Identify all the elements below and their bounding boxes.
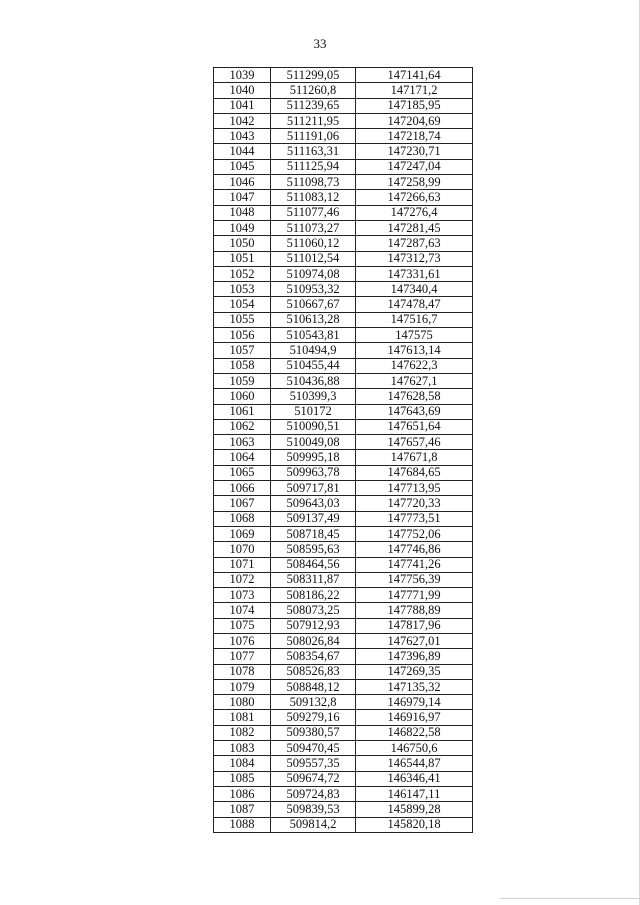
point-number-cell: 1053 bbox=[214, 282, 271, 297]
y-coordinate-cell: 146916,97 bbox=[356, 710, 473, 725]
x-coordinate-cell: 510613,28 bbox=[271, 312, 356, 327]
x-coordinate-cell: 510049,08 bbox=[271, 435, 356, 450]
point-number-cell: 1085 bbox=[214, 771, 271, 786]
table-row bbox=[214, 144, 473, 159]
y-coordinate-cell: 147773,51 bbox=[356, 511, 473, 526]
table-row bbox=[214, 786, 473, 801]
x-coordinate-cell: 509724,83 bbox=[271, 786, 356, 801]
table-row bbox=[214, 511, 473, 526]
x-coordinate-cell: 508354,67 bbox=[271, 649, 356, 664]
point-number-cell: 1080 bbox=[214, 695, 271, 710]
x-coordinate-cell: 508718,45 bbox=[271, 526, 356, 541]
y-coordinate-cell: 147135,32 bbox=[356, 679, 473, 694]
y-coordinate-cell: 145899,28 bbox=[356, 802, 473, 817]
y-coordinate-cell: 146822,58 bbox=[356, 725, 473, 740]
point-number-cell: 1068 bbox=[214, 511, 271, 526]
x-coordinate-cell: 510455,44 bbox=[271, 358, 356, 373]
x-coordinate-cell: 509380,57 bbox=[271, 725, 356, 740]
table-row bbox=[214, 725, 473, 740]
x-coordinate-cell: 511260,8 bbox=[271, 83, 356, 98]
x-coordinate-cell: 508073,25 bbox=[271, 603, 356, 618]
point-number-cell: 1039 bbox=[214, 68, 271, 83]
x-coordinate-cell: 508595,63 bbox=[271, 542, 356, 557]
point-number-cell: 1051 bbox=[214, 251, 271, 266]
x-coordinate-cell: 511239,65 bbox=[271, 98, 356, 113]
x-coordinate-cell: 511060,12 bbox=[271, 236, 356, 251]
x-coordinate-cell: 511083,12 bbox=[271, 190, 356, 205]
x-coordinate-cell: 510543,81 bbox=[271, 328, 356, 343]
point-number-cell: 1077 bbox=[214, 649, 271, 664]
y-coordinate-cell: 147788,89 bbox=[356, 603, 473, 618]
point-number-cell: 1044 bbox=[214, 144, 271, 159]
table-row bbox=[214, 817, 473, 832]
x-coordinate-cell: 510172 bbox=[271, 404, 356, 419]
y-coordinate-cell: 146750,6 bbox=[356, 741, 473, 756]
x-coordinate-cell: 510436,88 bbox=[271, 373, 356, 388]
point-number-cell: 1074 bbox=[214, 603, 271, 618]
table-row bbox=[214, 404, 473, 419]
x-coordinate-cell: 509132,8 bbox=[271, 695, 356, 710]
y-coordinate-cell: 147575 bbox=[356, 328, 473, 343]
table-row bbox=[214, 175, 473, 190]
y-coordinate-cell: 147185,95 bbox=[356, 98, 473, 113]
scan-bottom-mark bbox=[500, 898, 640, 899]
x-coordinate-cell: 509963,78 bbox=[271, 465, 356, 480]
point-number-cell: 1046 bbox=[214, 175, 271, 190]
table-row bbox=[214, 389, 473, 404]
y-coordinate-cell: 147720,33 bbox=[356, 496, 473, 511]
table-row bbox=[214, 343, 473, 358]
point-number-cell: 1072 bbox=[214, 572, 271, 587]
table-row bbox=[214, 113, 473, 128]
x-coordinate-cell: 509470,45 bbox=[271, 741, 356, 756]
x-coordinate-cell: 510667,67 bbox=[271, 297, 356, 312]
y-coordinate-cell: 147756,39 bbox=[356, 572, 473, 587]
table-row bbox=[214, 756, 473, 771]
y-coordinate-cell: 147340,4 bbox=[356, 282, 473, 297]
table-row bbox=[214, 435, 473, 450]
point-number-cell: 1084 bbox=[214, 756, 271, 771]
y-coordinate-cell: 147218,74 bbox=[356, 129, 473, 144]
point-number-cell: 1083 bbox=[214, 741, 271, 756]
point-number-cell: 1057 bbox=[214, 343, 271, 358]
point-number-cell: 1081 bbox=[214, 710, 271, 725]
table-row bbox=[214, 588, 473, 603]
x-coordinate-cell: 508526,83 bbox=[271, 664, 356, 679]
y-coordinate-cell: 147276,4 bbox=[356, 205, 473, 220]
point-number-cell: 1048 bbox=[214, 205, 271, 220]
y-coordinate-cell: 147817,96 bbox=[356, 618, 473, 633]
table-row bbox=[214, 572, 473, 587]
table-row bbox=[214, 741, 473, 756]
x-coordinate-cell: 511211,95 bbox=[271, 113, 356, 128]
point-number-cell: 1045 bbox=[214, 159, 271, 174]
y-coordinate-cell: 147671,8 bbox=[356, 450, 473, 465]
x-coordinate-cell: 511098,73 bbox=[271, 175, 356, 190]
x-coordinate-cell: 509839,53 bbox=[271, 802, 356, 817]
table-row bbox=[214, 618, 473, 633]
y-coordinate-cell: 147657,46 bbox=[356, 435, 473, 450]
point-number-cell: 1042 bbox=[214, 113, 271, 128]
y-coordinate-cell: 147171,2 bbox=[356, 83, 473, 98]
point-number-cell: 1075 bbox=[214, 618, 271, 633]
table-row bbox=[214, 98, 473, 113]
table-row bbox=[214, 542, 473, 557]
x-coordinate-cell: 511125,94 bbox=[271, 159, 356, 174]
y-coordinate-cell: 146147,11 bbox=[356, 786, 473, 801]
point-number-cell: 1055 bbox=[214, 312, 271, 327]
x-coordinate-cell: 509814,2 bbox=[271, 817, 356, 832]
point-number-cell: 1052 bbox=[214, 266, 271, 281]
point-number-cell: 1049 bbox=[214, 220, 271, 235]
x-coordinate-cell: 510090,51 bbox=[271, 419, 356, 434]
point-number-cell: 1047 bbox=[214, 190, 271, 205]
y-coordinate-cell: 147287,63 bbox=[356, 236, 473, 251]
table-row bbox=[214, 251, 473, 266]
table-row bbox=[214, 159, 473, 174]
y-coordinate-cell: 147204,69 bbox=[356, 113, 473, 128]
y-coordinate-cell: 146979,14 bbox=[356, 695, 473, 710]
table-row bbox=[214, 633, 473, 648]
table-row bbox=[214, 328, 473, 343]
coordinates-table-body bbox=[214, 68, 473, 833]
point-number-cell: 1060 bbox=[214, 389, 271, 404]
page-number: 33 bbox=[313, 36, 327, 51]
y-coordinate-cell: 147741,26 bbox=[356, 557, 473, 572]
point-number-cell: 1065 bbox=[214, 465, 271, 480]
table-row bbox=[214, 603, 473, 618]
table-row bbox=[214, 649, 473, 664]
x-coordinate-cell: 510974,08 bbox=[271, 266, 356, 281]
point-number-cell: 1087 bbox=[214, 802, 271, 817]
y-coordinate-cell: 147752,06 bbox=[356, 526, 473, 541]
table-row bbox=[214, 83, 473, 98]
point-number-cell: 1062 bbox=[214, 419, 271, 434]
coordinates-table bbox=[213, 67, 473, 833]
y-coordinate-cell: 147651,64 bbox=[356, 419, 473, 434]
y-coordinate-cell: 147713,95 bbox=[356, 481, 473, 496]
y-coordinate-cell: 147281,45 bbox=[356, 220, 473, 235]
x-coordinate-cell: 510953,32 bbox=[271, 282, 356, 297]
table-row bbox=[214, 68, 473, 83]
point-number-cell: 1069 bbox=[214, 526, 271, 541]
table-row bbox=[214, 771, 473, 786]
point-number-cell: 1058 bbox=[214, 358, 271, 373]
y-coordinate-cell: 146346,41 bbox=[356, 771, 473, 786]
x-coordinate-cell: 508186,22 bbox=[271, 588, 356, 603]
y-coordinate-cell: 147478,47 bbox=[356, 297, 473, 312]
table-row bbox=[214, 190, 473, 205]
point-number-cell: 1082 bbox=[214, 725, 271, 740]
table-row bbox=[214, 557, 473, 572]
table-row bbox=[214, 695, 473, 710]
point-number-cell: 1059 bbox=[214, 373, 271, 388]
table-row bbox=[214, 710, 473, 725]
table-row bbox=[214, 266, 473, 281]
table-row bbox=[214, 679, 473, 694]
x-coordinate-cell: 509674,72 bbox=[271, 771, 356, 786]
point-number-cell: 1043 bbox=[214, 129, 271, 144]
table-row bbox=[214, 419, 473, 434]
x-coordinate-cell: 508311,87 bbox=[271, 572, 356, 587]
point-number-cell: 1079 bbox=[214, 679, 271, 694]
x-coordinate-cell: 509137,49 bbox=[271, 511, 356, 526]
point-number-cell: 1063 bbox=[214, 435, 271, 450]
y-coordinate-cell: 147141,64 bbox=[356, 68, 473, 83]
point-number-cell: 1066 bbox=[214, 481, 271, 496]
y-coordinate-cell: 147613,14 bbox=[356, 343, 473, 358]
point-number-cell: 1071 bbox=[214, 557, 271, 572]
point-number-cell: 1088 bbox=[214, 817, 271, 832]
point-number-cell: 1086 bbox=[214, 786, 271, 801]
table-row bbox=[214, 129, 473, 144]
y-coordinate-cell: 147746,86 bbox=[356, 542, 473, 557]
x-coordinate-cell: 511163,31 bbox=[271, 144, 356, 159]
y-coordinate-cell: 147269,35 bbox=[356, 664, 473, 679]
table-row bbox=[214, 526, 473, 541]
y-coordinate-cell: 147627,1 bbox=[356, 373, 473, 388]
x-coordinate-cell: 509279,16 bbox=[271, 710, 356, 725]
table-row bbox=[214, 205, 473, 220]
y-coordinate-cell: 147771,99 bbox=[356, 588, 473, 603]
x-coordinate-cell: 510399,3 bbox=[271, 389, 356, 404]
point-number-cell: 1050 bbox=[214, 236, 271, 251]
y-coordinate-cell: 147516,7 bbox=[356, 312, 473, 327]
x-coordinate-cell: 509717,81 bbox=[271, 481, 356, 496]
y-coordinate-cell: 147643,69 bbox=[356, 404, 473, 419]
table-row bbox=[214, 802, 473, 817]
table-row bbox=[214, 496, 473, 511]
point-number-cell: 1061 bbox=[214, 404, 271, 419]
point-number-cell: 1067 bbox=[214, 496, 271, 511]
point-number-cell: 1041 bbox=[214, 98, 271, 113]
table-row bbox=[214, 312, 473, 327]
x-coordinate-cell: 508464,56 bbox=[271, 557, 356, 572]
y-coordinate-cell: 146544,87 bbox=[356, 756, 473, 771]
point-number-cell: 1078 bbox=[214, 664, 271, 679]
point-number-cell: 1040 bbox=[214, 83, 271, 98]
x-coordinate-cell: 511191,06 bbox=[271, 129, 356, 144]
y-coordinate-cell: 145820,18 bbox=[356, 817, 473, 832]
table-row bbox=[214, 358, 473, 373]
y-coordinate-cell: 147331,61 bbox=[356, 266, 473, 281]
x-coordinate-cell: 508848,12 bbox=[271, 679, 356, 694]
table-row bbox=[214, 664, 473, 679]
table-row bbox=[214, 220, 473, 235]
x-coordinate-cell: 511077,46 bbox=[271, 205, 356, 220]
table-row bbox=[214, 236, 473, 251]
table-row bbox=[214, 465, 473, 480]
table-row bbox=[214, 481, 473, 496]
y-coordinate-cell: 147627,01 bbox=[356, 633, 473, 648]
y-coordinate-cell: 147684,65 bbox=[356, 465, 473, 480]
point-number-cell: 1073 bbox=[214, 588, 271, 603]
table-row bbox=[214, 450, 473, 465]
x-coordinate-cell: 511073,27 bbox=[271, 220, 356, 235]
x-coordinate-cell: 509643,03 bbox=[271, 496, 356, 511]
y-coordinate-cell: 147258,99 bbox=[356, 175, 473, 190]
y-coordinate-cell: 147622,3 bbox=[356, 358, 473, 373]
x-coordinate-cell: 511012,54 bbox=[271, 251, 356, 266]
point-number-cell: 1056 bbox=[214, 328, 271, 343]
y-coordinate-cell: 147312,73 bbox=[356, 251, 473, 266]
x-coordinate-cell: 511299,05 bbox=[271, 68, 356, 83]
table-row bbox=[214, 282, 473, 297]
y-coordinate-cell: 147396,89 bbox=[356, 649, 473, 664]
point-number-cell: 1054 bbox=[214, 297, 271, 312]
table-row bbox=[214, 373, 473, 388]
x-coordinate-cell: 510494,9 bbox=[271, 343, 356, 358]
point-number-cell: 1070 bbox=[214, 542, 271, 557]
x-coordinate-cell: 508026,84 bbox=[271, 633, 356, 648]
y-coordinate-cell: 147628,58 bbox=[356, 389, 473, 404]
x-coordinate-cell: 509557,35 bbox=[271, 756, 356, 771]
y-coordinate-cell: 147247,04 bbox=[356, 159, 473, 174]
point-number-cell: 1076 bbox=[214, 633, 271, 648]
y-coordinate-cell: 147230,71 bbox=[356, 144, 473, 159]
table-row bbox=[214, 297, 473, 312]
y-coordinate-cell: 147266,63 bbox=[356, 190, 473, 205]
x-coordinate-cell: 507912,93 bbox=[271, 618, 356, 633]
x-coordinate-cell: 509995,18 bbox=[271, 450, 356, 465]
point-number-cell: 1064 bbox=[214, 450, 271, 465]
